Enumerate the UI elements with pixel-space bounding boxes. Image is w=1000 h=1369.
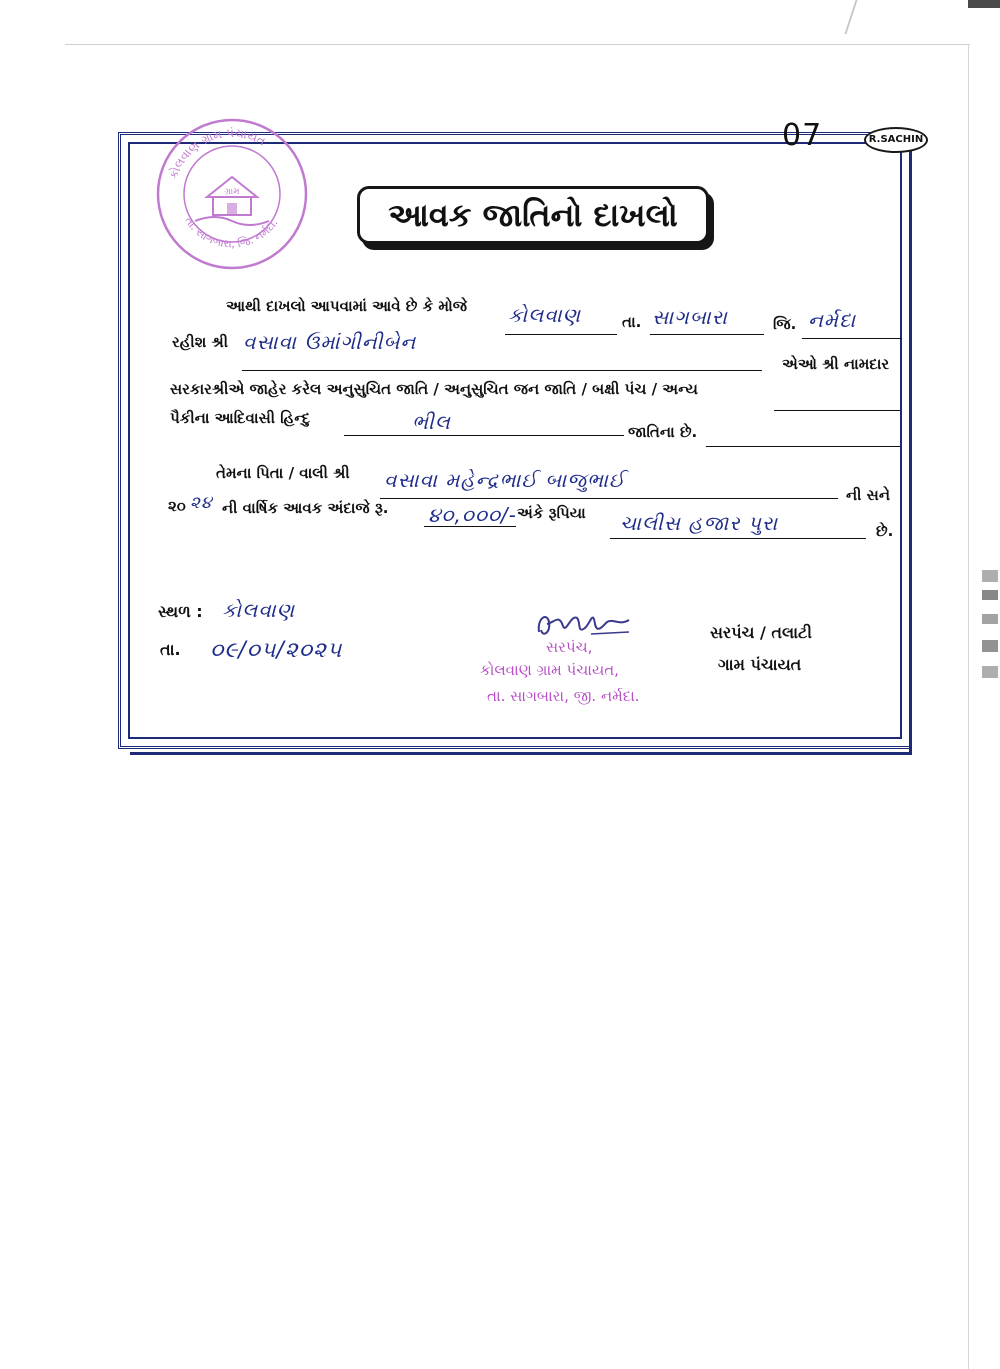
paper-edge-top [65, 44, 970, 45]
resident-underline [242, 370, 762, 371]
resident-label: રહીશ શ્રી [172, 333, 229, 351]
year-value: ૨૪ [190, 493, 213, 513]
stamp-panchayat: કોલવાણ ગ્રામ પંચાયત, [480, 661, 619, 679]
caste-underline [344, 435, 624, 436]
village-underline [505, 334, 617, 335]
svg-text:કોલવાણ ગ્રામ પંચાયત [166, 126, 268, 181]
corner-mark [968, 0, 1000, 8]
certificate-title: આવક જાતિનો દાખલો [357, 186, 709, 244]
taluka-label: તા. [622, 313, 642, 331]
resident-value: વસાવા ઉમાંગીનીબેન [243, 330, 417, 354]
category-underline [774, 410, 900, 411]
father-suffix: ની સને [846, 486, 891, 504]
amount-words: ચાલીસ હજાર પુરા [620, 511, 779, 535]
maker-badge: R.SACHIN [864, 127, 928, 153]
father-value: વસાવા મહેન્દ્રભાઈ બાજુભાઈ [384, 468, 626, 492]
stamp-center-text: ગ્રામ [224, 187, 240, 197]
stamp-outer-text: કોલવાણ ગ્રામ પંચાયત [166, 125, 268, 181]
date-value: ૦૯/૦૫/૨૦૨૫ [210, 638, 343, 663]
intro-text: આથી દાખલો આપવામાં આવે છે કે મોજે [226, 297, 467, 315]
village-value: કોલવાણ [508, 303, 582, 327]
district-underline [802, 338, 902, 339]
year-prefix: ૨૦ [168, 497, 186, 515]
words-label: અંકે રૂપિયા [517, 504, 586, 522]
place-value: કોલવાણ [222, 598, 296, 622]
category-text: સરકારશ્રીએ જાહેર કરેલ અનુસુચિત જાતિ / અનુસુચિત જન જાતિ / બક્ષી પંચ / અન્ય [170, 380, 698, 398]
father-label: તેમના પિતા / વાલી શ્રી [216, 464, 350, 482]
income-text: ની વાર્ષિક આવક અંદાજે રૂ. [222, 499, 389, 517]
scan-edge-strip [982, 570, 998, 690]
taluka-underline [650, 334, 764, 335]
signatory-office: ગામ પંચાયત [718, 655, 802, 674]
end-text: છે. [876, 522, 894, 540]
caste-end-underline [706, 446, 900, 447]
father-underline [380, 498, 838, 499]
honorable-text: એઓ શ્રી નામદાર [782, 355, 890, 373]
date-label: તા. [160, 640, 181, 659]
stamp-lower-text: તા. સાગબારા, જિ. નર્મદા. [181, 214, 281, 251]
paper-edge-right [968, 44, 969, 1369]
tribe-prefix: પૈકીના આદિવાસી હિન્દુ [170, 409, 311, 427]
caste-suffix: જાતિના છે. [628, 423, 698, 441]
place-label: સ્થળ : [158, 602, 203, 621]
district-label: જિ. [773, 315, 797, 333]
panchayat-round-stamp [155, 117, 310, 272]
stamp-sarpanch: સરપંચ, [546, 638, 593, 656]
signatory-title: સરપંચ / તલાટી [710, 623, 812, 642]
caste-value: ભીલ [412, 410, 451, 434]
serial-number: 07 [782, 118, 823, 153]
amount-value: ૪૦,૦૦૦/- [428, 503, 517, 527]
stamp-address: તા. સાગબારા, જી. નર્મદા. [487, 687, 640, 705]
district-value: નર્મદા [808, 308, 857, 332]
scan-mark [844, 0, 871, 34]
amount-underline [424, 526, 516, 527]
taluka-value: સાગબારા [652, 305, 728, 329]
amount-words-underline [610, 538, 866, 539]
